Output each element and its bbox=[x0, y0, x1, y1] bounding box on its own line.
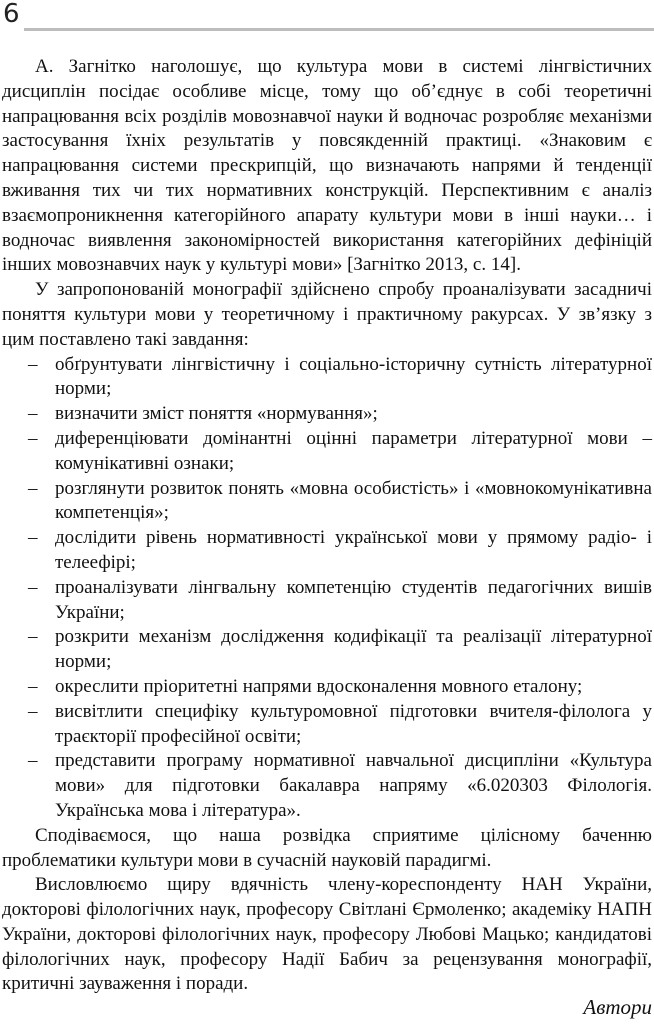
paragraph-intro: У запропонованій монографії здійснено спробу проаналізувати засадничі поняття культури мови у теоретичному і практичному ракурсах. У зв’язку з цим поставлено такі завдання: bbox=[2, 279, 652, 350]
list-dash: – bbox=[28, 576, 38, 598]
list-item-text: окреслити пріоритетні напрями вдосконалення мовного еталону; bbox=[55, 675, 583, 697]
list-item bbox=[2, 477, 652, 527]
list-dash: – bbox=[28, 750, 38, 772]
body-text bbox=[2, 55, 652, 997]
list-item-text: визначити зміст поняття «нормування»; bbox=[55, 403, 378, 425]
list-item bbox=[2, 353, 652, 403]
page-number: 6 bbox=[3, 0, 20, 29]
signature: Автори bbox=[583, 995, 652, 1019]
list-item bbox=[2, 427, 652, 477]
paragraph-acknowledgements: Висловлюємо щиру вдячність члену-кореспонденту НАН України, докторові філологічних наук, професору Світлані Єрмоленко; академіку НАПН України, докторові філологічних наук, професору Любові Мацько; кандидатові філологічних наук, професору Надії Бабич за рецензування монографії, критичні зауваження і поради. bbox=[2, 874, 652, 995]
list-item-text: розкрити механізм дослідження кодифікації та реалізації літературної норми; bbox=[55, 626, 652, 673]
paragraph-hope: Сподіваємося, що наша розвідка сприятиме цілісному баченню проблематики культури мови в сучасній науковій парадигмі. bbox=[2, 824, 652, 871]
list-item-text: обґрунтувати лінгвістичну і соціально-історичну сутність літературної норми; bbox=[55, 353, 652, 400]
list-item bbox=[2, 675, 652, 700]
list-item bbox=[2, 700, 652, 750]
list-dash: – bbox=[28, 700, 38, 722]
list-item-text: диференціювати домінантні оцінні параметри літературної мови – комунікативні ознаки; bbox=[55, 427, 652, 474]
header-rule bbox=[24, 28, 654, 31]
list-dash: – bbox=[28, 477, 38, 499]
list-dash: – bbox=[28, 353, 38, 375]
list-dash: – bbox=[28, 675, 38, 697]
list-item bbox=[2, 625, 652, 675]
list-item-text: представити програму нормативної навчальної дисципліни «Культура мови» для підготовки бакалавра напряму «6.020303 Філологія. Українська мова і література». bbox=[55, 750, 652, 821]
list-item-text: розглянути розвиток понять «мовна особистість» і «мовнокомунікативна компетенція»; bbox=[55, 477, 652, 524]
list-dash: – bbox=[28, 403, 38, 425]
task-list bbox=[2, 353, 652, 824]
list-item bbox=[2, 576, 652, 626]
list-dash: – bbox=[28, 527, 38, 549]
list-dash: – bbox=[28, 427, 38, 449]
list-item-text: проаналізувати лінгвальну компетенцію студентів педагогічних вишів України; bbox=[55, 576, 652, 623]
list-item-text: дослідити рівень нормативності української мови у прямому радіо- і телеефірі; bbox=[55, 527, 652, 573]
list-item bbox=[2, 749, 652, 823]
list-item-text: висвітлити специфіку культуромовної підготовки вчителя-філолога у траєкторії професійної освіти; bbox=[55, 700, 652, 747]
list-item bbox=[2, 402, 652, 427]
paragraph-quote: А. Загнітко наголошує, що культура мови в системі лінгвістичних дисциплін посідає особливе місце, тому що об’єднує в собі теоретичні напрацювання всіх розділів мовознавчої науки й водночас розробляє механізми застосування їхніх результатів у повсякденній практиці. «Знаковим є напрацювання системи прескрипцій, що визначають напрями й тенденції вживання тих чи тих нормативних конструкцій. Перспективним є аналіз взаємопроникнення категорійного апарату культури мови в інші науки… і водночас виявлення закономірностей використання категорійних дефініцій інших мовознавчих наук у культурі мови» [Загнітко 2013, с. 14]. bbox=[2, 56, 652, 276]
list-item bbox=[2, 526, 652, 576]
list-dash: – bbox=[28, 626, 38, 648]
